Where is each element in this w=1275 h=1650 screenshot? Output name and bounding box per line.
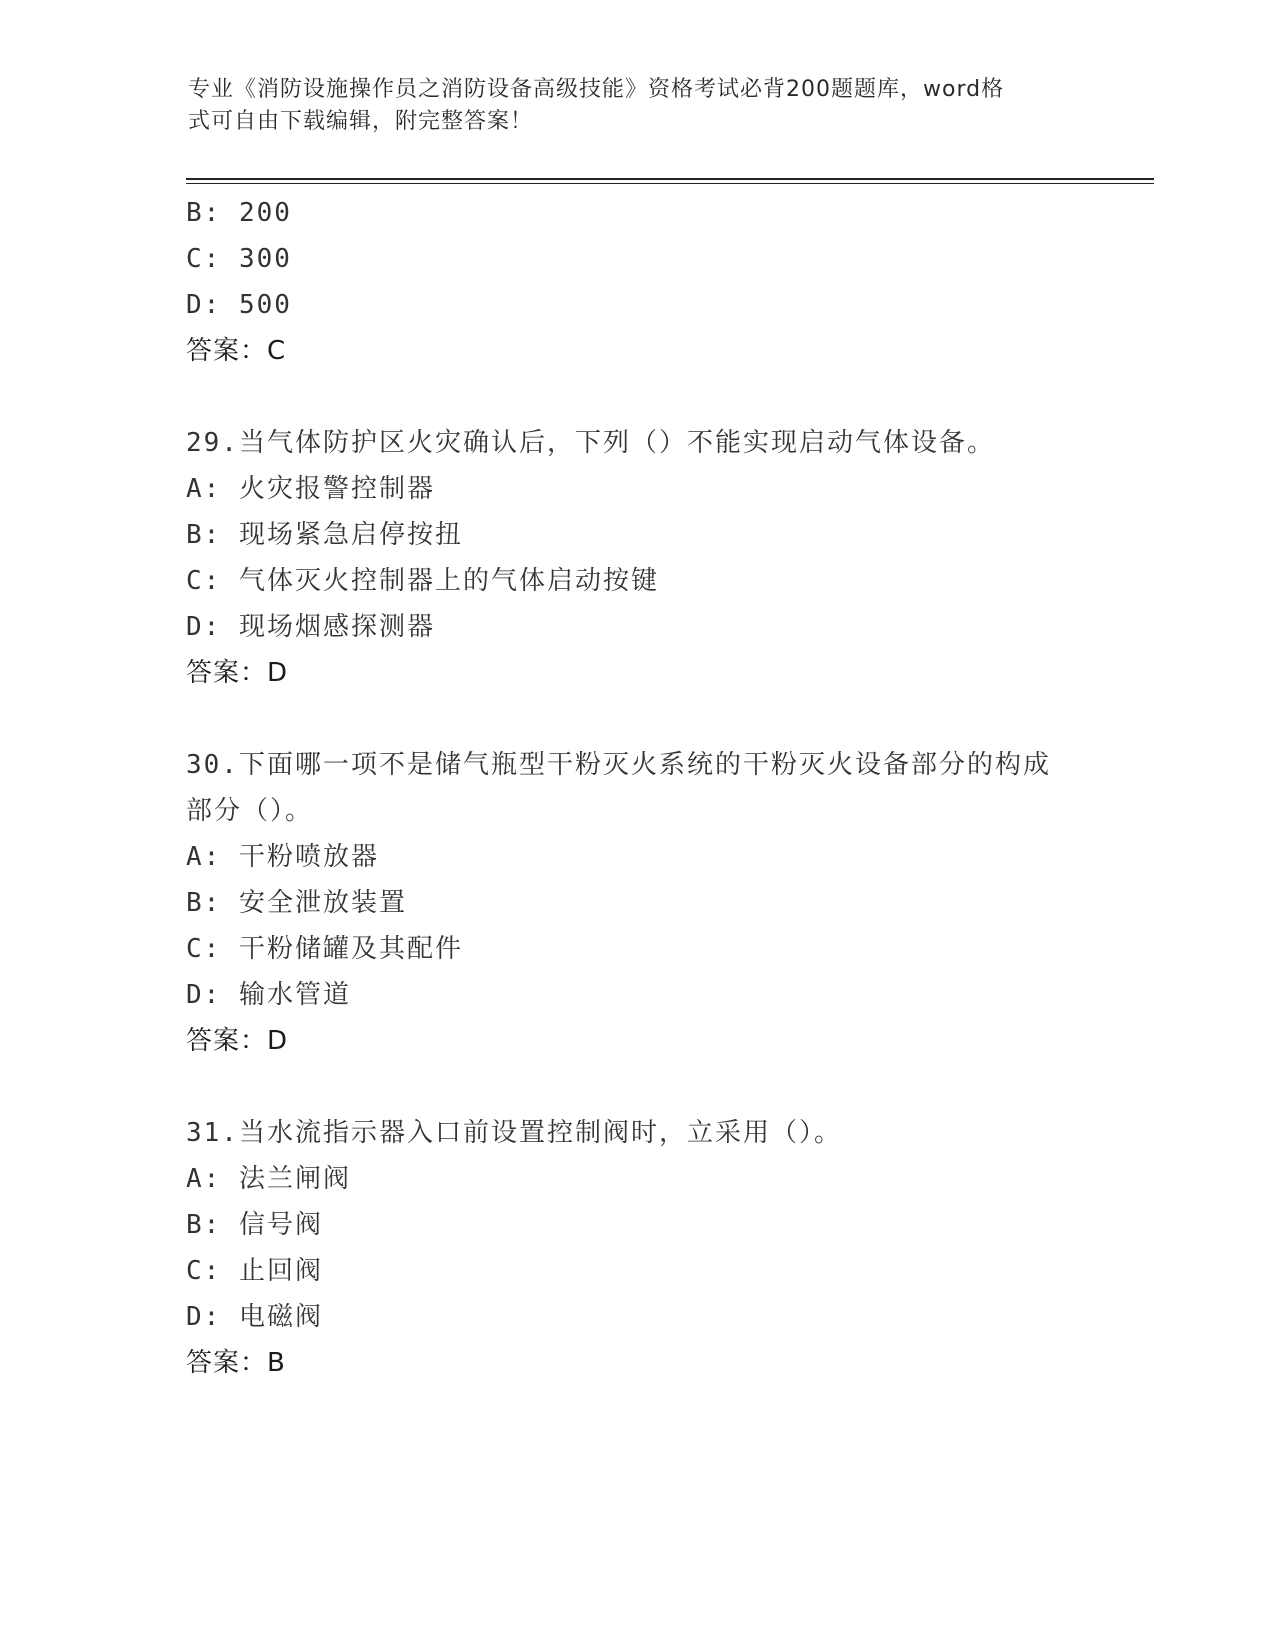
page-header xyxy=(188,74,1068,138)
answer-line: 答案：D xyxy=(186,658,289,688)
option-c: C: 干粉储罐及其配件 xyxy=(186,934,463,964)
option-d: D: 输水管道 xyxy=(186,980,351,1010)
question-30 xyxy=(186,742,1086,1064)
answer-line: 答案：C xyxy=(186,336,287,366)
option-b: B: 信号阀 xyxy=(186,1210,323,1240)
question-stem: 31.当水流指示器入口前设置控制阀时，立采用（）。 xyxy=(186,1118,842,1148)
header-rule-thin xyxy=(186,183,1154,184)
option-d: D: 现场烟感探测器 xyxy=(186,612,435,642)
question-31 xyxy=(186,1110,1086,1386)
question-list xyxy=(186,190,1086,1386)
option-a: A: 法兰闸阀 xyxy=(186,1164,351,1194)
answer-line: 答案：B xyxy=(186,1348,286,1378)
option-a: A: 火灾报警控制器 xyxy=(186,474,435,504)
answer-line: 答案：D xyxy=(186,1026,289,1056)
question-stem: 29.当气体防护区火灾确认后，下列（）不能实现启动气体设备。 xyxy=(186,428,995,458)
header-line-2: 式可自由下载编辑，附完整答案！ xyxy=(188,109,534,134)
header-line-1: 专业《消防设施操作员之消防设备高级技能》资格考试必背200题题库，word格 xyxy=(188,77,1005,102)
option-d: D: 500 xyxy=(186,290,292,320)
option-b: B: 200 xyxy=(186,198,292,228)
header-rule-thick xyxy=(186,178,1154,180)
question-stem-line-1: 30.下面哪一项不是储气瓶型干粉灭火系统的干粉灭火设备部分的构成 xyxy=(186,750,1051,780)
option-a: A: 干粉喷放器 xyxy=(186,842,379,872)
option-c: C: 止回阀 xyxy=(186,1256,323,1286)
option-c: C: 300 xyxy=(186,244,292,274)
option-b: B: 安全泄放装置 xyxy=(186,888,407,918)
question-stem-line-2: 部分（）。 xyxy=(186,796,314,826)
prev-question-block xyxy=(186,190,1086,374)
option-b: B: 现场紧急启停按扭 xyxy=(186,520,463,550)
question-29 xyxy=(186,420,1086,696)
option-c: C: 气体灭火控制器上的气体启动按键 xyxy=(186,566,659,596)
option-d: D: 电磁阀 xyxy=(186,1302,323,1332)
